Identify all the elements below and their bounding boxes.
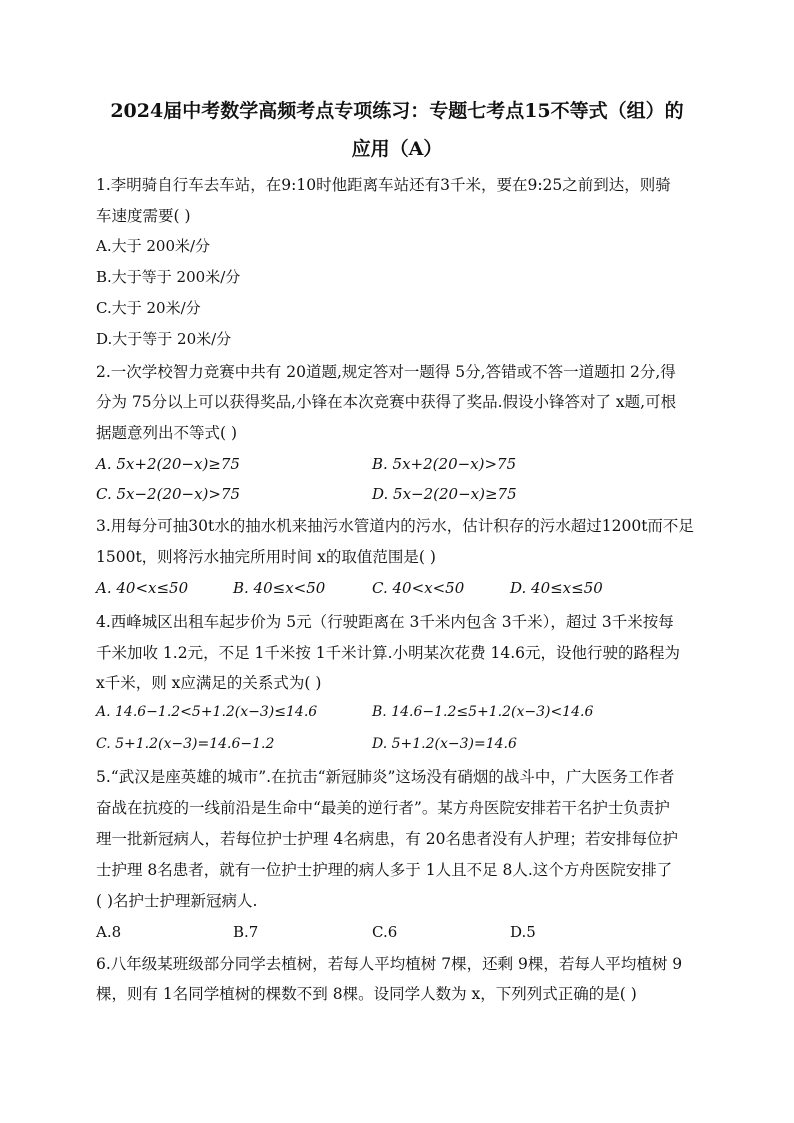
question-3-option-d: D. 40≤x≤50 [510,579,603,597]
question-5-option-b: B.7 [233,923,259,941]
question-4-option-a: A. 14.6−1.2<5+1.2(x−3)≤14.6 [96,704,318,720]
question-2-text-line-2: 分为 75分以上可以获得奖品,小锋在本次竞赛中获得了奖品.假设小锋答对了 x题,可根 [96,393,677,411]
question-6-text-line-2: 棵，则有 1名同学植树的棵数不到 8棵。设同学人数为 x，下列列式正确的是( ) [96,985,637,1003]
question-4-text-line-1: 4.西峰城区出租车起步价为 5元（行驶距离在 3千米内包含 3千米），超过 3千米按每 [96,613,674,631]
question-5-text-line-5: ( )名护士护理新冠病人. [96,892,258,910]
question-4-option-c: C. 5+1.2(x−3)=14.6−1.2 [96,736,275,752]
question-3-option-a: A. 40<x≤50 [96,579,189,597]
document-title-line-2: 应用（A） [351,138,443,160]
question-5-option-d: D.5 [510,923,536,941]
question-5-text-line-3: 理一批新冠病人，若每位护士护理 4名病患，有 20名患者没有人护理；若安排每位护 [96,830,678,848]
question-2-option-c: C. 5x−2(20−x)>75 [96,485,241,503]
question-4-text-line-3: x千米，则 x应满足的关系式为( ) [96,674,322,692]
question-2-text-line-1: 2.一次学校智力竞赛中共有 20道题,规定答对一题得 5分,答错或不答一道题扣 2分,得 [96,363,676,381]
question-5-text-line-1: 5.“武汉是座英雄的城市”.在抗击“新冠肺炎”这场没有硝烟的战斗中，广大医务工作者 [96,768,675,786]
question-3-option-c: C. 40<x<50 [372,579,465,597]
question-5-text-line-2: 奋战在抗疫的一线前沿是生命中“最美的逆行者”。某方舟医院安排若干名护士负责护 [96,799,670,817]
question-4-text-line-2: 千米加收 1.2元，不足 1千米按 1千米计算.小明某次花费 14.6元，设他行驶的路程为 [96,644,681,662]
question-1-text-line-1: 1.李明骑自行车去车站，在9:10时他距离车站还有3千米，要在9:25之前到达，则骑 [96,176,671,194]
question-3-option-b: B. 40≤x<50 [233,579,326,597]
question-1-option-b: B.大于等于 200米/分 [96,268,241,286]
question-1-text-line-2: 车速度需要( ) [96,207,191,225]
question-6-text-line-1: 6.八年级某班级部分同学去植树，若每人平均植树 7棵，还剩 9棵，若每人平均植树 9 [96,955,683,973]
question-4-option-d: D. 5+1.2(x−3)=14.6 [372,736,517,752]
question-4-option-b: B. 14.6−1.2≤5+1.2(x−3)<14.6 [372,704,594,720]
question-2-text-line-3: 据题意列出不等式( ) [96,424,238,442]
question-3-text-line-1: 3.用每分可抽30t水的抽水机来抽污水管道内的污水，估计积存的污水超过1200t而不足 [96,517,694,535]
question-1-option-d: D.大于等于 20米/分 [96,330,232,348]
question-2-option-b: B. 5x+2(20−x)>75 [372,455,517,473]
question-5-text-line-4: 士护理 8名患者，就有一位护士护理的病人多于 1人且不足 8人.这个方舟医院安排了 [96,861,673,879]
document-title-line-1: 2024届中考数学高频考点专项练习：专题七考点15不等式（组）的 [110,100,684,122]
question-2-option-a: A. 5x+2(20−x)≥75 [96,455,240,473]
question-1-option-a: A.大于 200米/分 [96,237,211,255]
question-3-text-line-2: 1500t，则将污水抽完所用时间 x的取值范围是( ) [96,548,436,566]
question-5-option-a: A.8 [96,923,122,941]
question-1-option-c: C.大于 20米/分 [96,299,201,317]
question-5-option-c: C.6 [372,923,398,941]
question-2-option-d: D. 5x−2(20−x)≥75 [372,485,517,503]
